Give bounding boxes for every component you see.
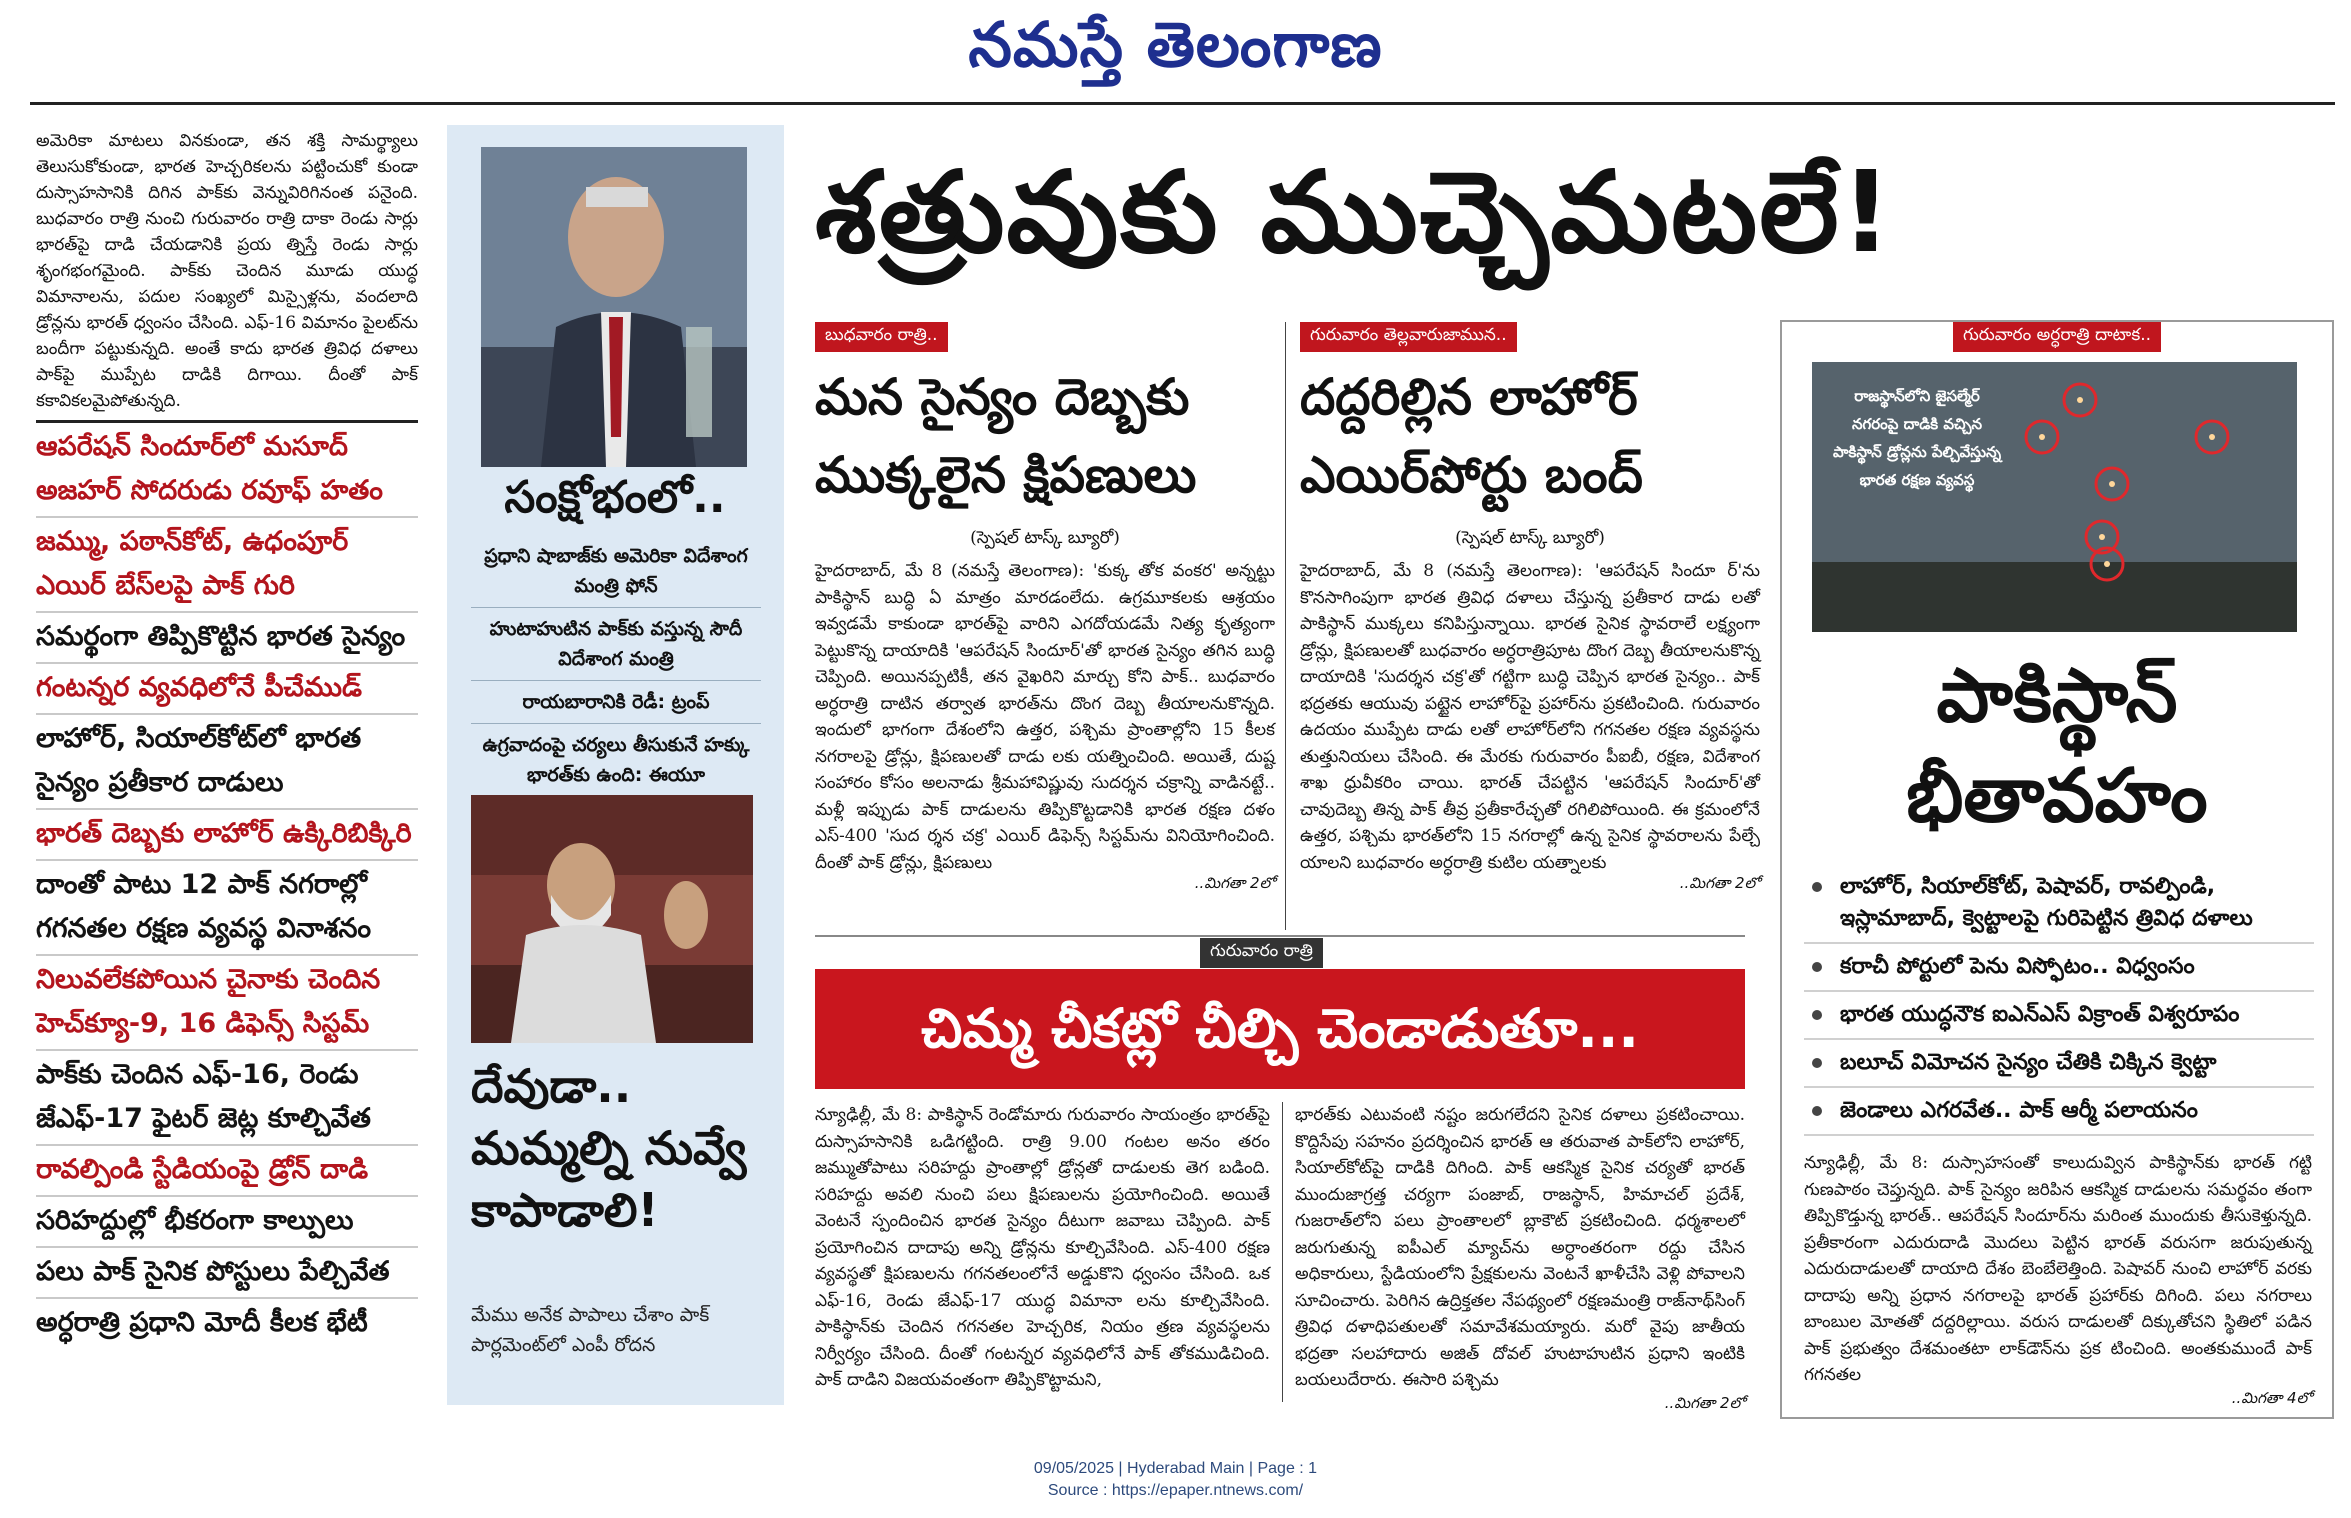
footer	[0, 1458, 2351, 1502]
sidebar-lines	[471, 535, 761, 796]
story-4-headline-1: పాకిస్థాన్	[1936, 653, 2178, 739]
story-4-bullet: కరాచీ పోర్టులో పెను విస్ఫోటం.. విధ్వంసం	[1804, 944, 2314, 992]
story-3-headline: చిమ్మ చీకట్లో చీల్చి చెండాడుతూ...	[815, 969, 1745, 1089]
sharif-photo-illustration	[481, 147, 747, 467]
left-item: సమర్థంగా తిప్పికొట్టిన భారత సైన్యం	[36, 613, 418, 664]
column-divider	[1282, 1102, 1283, 1402]
left-column	[36, 128, 418, 1348]
story-4-body-wrap	[1804, 1150, 2312, 1411]
footer-dateline: 09/05/2025 | Hyderabad Main | Page : 1	[1033, 1460, 1318, 1477]
story-4-continued: ..మిగతా 4లో	[2231, 1388, 2312, 1407]
story-3-col-2	[1295, 1102, 1745, 1416]
story-2-continued: ..మిగతా 2లో	[1679, 874, 1760, 892]
left-item: దాంతో పాటు 12 పాక్ నగరాల్లో గగనతల రక్షణ వ్యవస్థ వినాశనం	[36, 861, 418, 956]
story-2-byline: (స్పెషల్ టాస్క్ బ్యూరో)	[1455, 528, 1605, 548]
drone-photo-caption: రాజస్థాన్‌లోని జైసల్మేర్ నగరంపై దాడికి వచ్చిన పాకిస్థాన్ డ్రోన్లను పేల్చివేస్తున్న భారత రక్షణ వ్యవస్థ	[1832, 387, 2002, 489]
story-1	[815, 322, 1275, 896]
column-divider	[1285, 322, 1286, 930]
story-3-rule	[815, 935, 1745, 937]
story-4-headline-2: భీతావహం	[1906, 753, 2208, 839]
drone-photo	[1812, 362, 2297, 632]
masthead-rule	[30, 102, 2335, 105]
sidebar-title: సంక్షోభంలో..	[504, 472, 726, 523]
left-item: పలు పాక్ సైనిక పోస్టులు పేల్చివేత	[36, 1248, 418, 1299]
sidebar-line: హుటాహుటిన పాక్‌కు వస్తున్న సౌదీ విదేశాంగ మంత్రి	[471, 608, 761, 681]
main-headline: శత్రువుకు ముచ్చెమటలే!	[815, 148, 1894, 278]
story-2-body: హైదరాబాద్, మే 8 (నమస్తే తెలంగాణ): 'ఆపరేషన్ సిందూ ర్'ను కొనసాగింపుగా భారత త్రివిధ దళాలు చేస్తున్న ప్రతీకార దాడు లతో పాకిస్థాన్ ముక్కలు కనిపిస్తున్నాయి. భారత సైనిక స్థావరాలే లక్ష్యంగా డ్రోన్లు, క్షిపణులతో బుధవారం అర్ధరాత్రిపూట దొంగ దెబ్బ తీయాలనుకొన్న దాయాదికి 'సుదర్శన చక్ర'తో గట్టిగా బుద్ధి చెప్పిన భారత సైన్యం.. పాక్ భద్రతకు ఆయువు పట్టైన లాహోర్‌పై ప్రహార్‌ను ప్రకటించింది. గురువారం ఉదయం ముప్పేట దాడు లతో లాహోర్‌లోని గగనతల రక్షణ వ్యవస్థను తుత్తునియలు చేసింది. ఈ మేరకు గురువారం పీఐబీ, రక్షణ, విదేశాంగ శాఖ ధ్రువీకరిం చాయి. భారత్ చేపట్టిన 'ఆపరేషన్ సిందూర్'తో చావుదెబ్బ తిన్న పాక్ తీవ్ర ప్రతీకారేచ్ఛతో రగిలిపోయింది. ఈ క్రమంలోనే ఉత్తర, పశ్చిమ భారత్‌లోని 15 నగరాల్లో ఉన్న సైనిక స్థావరాలను పేల్చే యాలని బుధవారం అర్ధరాత్రి కుటిల యత్నాలకు	[1300, 561, 1760, 873]
left-highlights	[36, 423, 418, 1348]
story-3-body-1: న్యూఢిల్లీ, మే 8: పాకిస్థాన్ రెండోమారు గురువారం సాయంత్రం భారత్‌పై దుస్సాహసానికి ఒడిగట్టింది. రాత్రి 9.00 గంటల అనం తరం జమ్ముతోపాటు సరిహద్దు ప్రాంతాల్లో డ్రోన్లతో దాడులకు తెగ బడింది. సరిహద్దు అవలి నుంచి పలు క్షిపణులను ప్రయోగించింది. అయితే వెంటనే స్పందించిన భారత సైన్యం దీటుగా జవాబు చెప్పింది. పాక్ ప్రయోగించిన దాదాపు అన్ని డ్రోన్లను కూల్చివేసింది. ఎస్‌-400 రక్షణ వ్యవస్థతో క్షిపణులను గగనతలంలోనే అడ్డుకొని ధ్వంసం చేసింది. ఒక ఎఫ్‌-16, రెండు జేఎఫ్‌-17 యుద్ధ విమానా లను కూల్చివేసింది. పాకిస్థాన్‌కు చెందిన గగనతల హెచ్చరిక, నియం త్రణ వ్యవస్థలను నిర్వీర్యం చేసింది. దీంతో గంటన్నర వ్యవధిలోనే పాక్ తోకముడిచింది. పాక్ దాడిని విజయవంతంగా తిప్పికొట్టామని,	[815, 1105, 1270, 1390]
left-item: నిలువలేకపోయిన చైనాకు చెందిన హెచ్‌క్యూ-9, 16 డిఫెన్స్ సిస్టమ్	[36, 956, 418, 1051]
story-3-tag-wrap	[1200, 938, 1323, 968]
footer-source-link[interactable]: Source : https://epaper.ntnews.com/	[1047, 1482, 1304, 1499]
left-item: ఆపరేషన్ సిందూర్‌లో మసూద్ అజహర్ సోదరుడు రవూఫ్ హతం	[36, 423, 418, 518]
sidebar-line: ఉగ్రవాదంపై చర్యలు తీసుకునే హక్కు భారత్‌కు ఉంది: ఈయూ	[482, 734, 750, 786]
left-item: రావల్పిండి స్టేడియంపై డ్రోన్ దాడి	[36, 1146, 418, 1197]
story-3-continued: ..మిగతా 2లో	[1664, 1393, 1745, 1412]
left-item: అర్ధరాత్రి ప్రధాని మోదీ కీలక భేటీ	[36, 1307, 368, 1338]
story-4-bullet: బలూచ్ విమోచన సైన్యం చేతికి చిక్కిన క్వెట్టా	[1804, 1040, 2314, 1088]
story-3-tag: గురువారం రాత్రి	[1200, 938, 1323, 968]
sharif-photo	[481, 147, 747, 467]
sidebar-line: ప్రధాని షాబాజ్‌కు అమెరికా విదేశాంగ మంత్రి ఫోన్	[471, 535, 761, 608]
sidebar-box	[447, 125, 784, 1405]
left-intro: అమెరికా మాటలు వినకుండా, తన శక్తి సామర్థ్యాలు తెలుసుకోకుండా, భారత హెచ్చరికలను పట్టించుకో కుండా దుస్సాహసానికి దిగిన పాక్‌కు వెన్నువిరిగినంత పనైంది. బుధవారం రాత్రి నుంచి గురువారం రాత్రి దాకా రెండు సార్లు భారత్‌పై దాడి చేయడానికి ప్రయ త్నిస్తే రెండు సార్లు శృంగభంగమైంది. పాక్‌కు చెందిన మూడు యుద్ధ విమానాలను, పదుల సంఖ్యలో మిస్సైళ్లను, వందలాది డ్రోన్లను భారత్ ధ్వంసం చేసింది. ఎఫ్‌-16 విమానం పైలట్‌ను బందీగా పట్టుకున్నది. అంతే కాదు భారత త్రివిధ దళాలు పాక్‌పై ముప్పేట దాడికి దిగాయి. దీంతో పాక్ కకావికలమైపోతున్నది.	[36, 131, 418, 411]
left-item: లాహోర్, సియాల్‌కోట్‌లో భారత సైన్యం ప్రతీకార దాడులు	[36, 715, 418, 810]
story-2-headline: దద్దరిల్లిన లాహోర్ ఎయిర్‌పోర్టు బంద్	[1300, 368, 1643, 504]
story-4-body: న్యూఢిల్లీ, మే 8: దుస్సాహసంతో కాలుదువ్విన పాకిస్థాన్‌కు భారత్ గట్టి గుణపాఠం చెప్తున్నది. పాక్ సైన్యం జరిపిన ఆకస్మిక దాడులను సమర్థవం తంగా తిప్పికొడ్తున్న భారత్.. ఆపరేషన్ సిందూర్‌ను మరింత ముందుకు తీసుకెళ్తున్నది. ప్రతీకారంగా ఎదురుదాడి మొదలు పెట్టిన భారత్ వరుసగా జరుపుతున్న ఎదురుదాడులతో దాయాది దేశం బెంబేలెత్తింది. పెషావర్ నుంచి లాహోర్ వరకు దాదాపు అన్ని ప్రధాన నగరాలపై భారత్ ప్రహార్‌కు దిగింది. పలు నగరాలు బాంబుల మోతతో దద్దరిల్లాయి. వరుస దాడులతో దిక్కుతోచని స్థితిలో పడిన పాక్ ప్రభుత్వం దేశమంతటా లాక్‌డౌన్‌ను ప్రక టించింది. అంతకుముందే పాక్ గగనతల	[1804, 1153, 2312, 1385]
story-2	[1300, 322, 1760, 896]
story-4-bullets	[1804, 864, 2314, 1136]
story-4-bullet: భారత యుద్ధనౌక ఐఎన్‌ఎస్ విక్రాంత్ విశ్వరూపం	[1804, 992, 2314, 1040]
story-2-tag: గురువారం తెల్లవారుజామున..	[1300, 322, 1517, 352]
masthead-logo: నమస్తే తెలంగాణ	[968, 8, 1383, 81]
sidebar-line: రాయబారానికి రెడీ: ట్రంప్	[471, 681, 761, 724]
story-4-box	[1780, 320, 2334, 1419]
left-item: భారత్ దెబ్బకు లాహోర్ ఉక్కిరిబిక్కిరి	[36, 810, 418, 861]
left-item: సరిహద్దుల్లో భీకరంగా కాల్పులు	[36, 1197, 418, 1248]
story-4-bullet: లాహోర్, సియాల్‌కోట్, పెషావర్, రావల్పిండి, ఇస్లామాబాద్, క్వెట్టాలపై గురిపెట్టిన త్రివిధ దళాలు	[1804, 864, 2314, 944]
story-1-continued: ..మిగతా 2లో	[1194, 874, 1275, 892]
story-1-headline: మన సైన్యం దెబ్బకు ముక్కలైన క్షిపణులు	[815, 368, 1197, 504]
story-3-body-2: భారత్‌కు ఎటువంటి నష్టం జరుగలేదని సైనిక దళాలు ప్రకటించాయి. కొద్దిసేపు సహనం ప్రదర్శించిన భారత్ ఆ తరువాత పాక్‌లోని లాహోర్, సియాల్‌కోట్‌పై దాడికి దిగింది. పాక్ ఆకస్మిక సైనిక చర్యతో భారత్ ముందుజాగ్రత్త చర్యగా పంజాబ్, రాజస్థాన్, హిమాచల్ ప్రదేశ్, గుజరాత్‌లోని పలు ప్రాంతాలలో బ్లాకౌట్ ప్రకటించింది. ధర్మశాలలో జరుగుతున్న ఐపీఎల్ మ్యాచ్‌ను అర్ధాంతరంగా రద్దు చేసిన అధికారులు, స్టేడియంలోని ప్రేక్షకులను వెంటనే ఖాళీచేసి వెళ్లి పోవాలని సూచించారు. పెరిగిన ఉద్రిక్తతల నేపథ్యంలో రక్షణమంత్రి రాజ్‌నాథ్‌సింగ్ త్రివిధ దళాధిపతులతో సమావేశమయ్యారు. మరో వైపు జాతీయ భద్రతా సలహాదారు అజిత్ దోవల్ హుటాహుటిన ప్రధాని ఇంటికి బయలుదేరారు. ఈసారి పశ్చిమ	[1295, 1105, 1745, 1390]
left-item: గంటన్నర వ్యవధిలోనే పీచేముడ్	[36, 664, 418, 715]
story-4-tag-wrap	[1782, 322, 2332, 352]
mp-photo-illustration	[471, 795, 753, 1043]
story-3-col-1	[815, 1102, 1270, 1394]
story-1-body: హైదరాబాద్, మే 8 (నమస్తే తెలంగాణ): 'కుక్క తోక వంకర' అన్నట్టు పాకిస్థాన్ బుద్ధి ఏ మాత్రం మారడంలేదు. ఉగ్రమూకలకు ఆశ్రయం ఇవ్వడమే కాకుండా భారత్‌పై వారిని ఎగదోయడమే నిత్య కృత్యంగా పెట్టుకొన్న దాయాదికి 'ఆపరేషన్ సిందూర్'తో భారత సైన్యం తగిన బుద్ధి చెప్పింది. అయినప్పటికీ, తన వైఖరిని మార్చు కోని పాక్.. బుధవారం అర్ధరాత్రి దాటిన తర్వాత భారత్‌ను దొంగ దెబ్బ తీయాలనుకొన్నది. ఇందులో భాగంగా దేశంలోని ఉత్తర, పశ్చిమ ప్రాంతాల్లోని 15 కీలక నగరాలపై డ్రోన్లు, క్షిపణులతో దాడు లకు యత్నించింది. అయితే, దుష్ట సంహారం కోసం అలనాడు శ్రీమహావిష్ణువు సుదర్శన చక్రాన్ని వాడినట్టే.. మళ్లీ ఇప్పుడు పాక్ దాడులను తిప్పికొట్టడానికి భారత రక్షణ దళం ఎస్‌-400 'సుద ర్శన చక్ర' ఎయిర్ డిఫెన్స్ సిస్టమ్‌ను వినియోగించింది. దీంతో పాక్ డ్రోన్లు, క్షిపణులు	[815, 561, 1275, 873]
story-4-bullet: జెండాలు ఎగరవేత.. పాక్ ఆర్మీ పలాయనం	[1804, 1088, 2314, 1136]
left-item: జమ్ము, పఠాన్‌కోట్, ఉధంపూర్ ఎయిర్ బేస్‌లపై పాక్ గురి	[36, 518, 418, 613]
mp-photo	[471, 795, 753, 1043]
story-1-byline: (స్పెషల్ టాస్క్ బ్యూరో)	[970, 528, 1120, 548]
sidebar-caption: మేము అనేక పాపాలు చేశాం పాక్ పార్లమెంట్‌లో ఎంపీ రోదన	[471, 1304, 710, 1356]
story-4-tag: గురువారం అర్ధరాత్రి దాటాక..	[1953, 322, 2161, 352]
sidebar-quote: దేవుడా.. మమ్మల్ని నువ్వే కాపాడాలి!	[471, 1059, 747, 1237]
left-item: పాక్‌కు చెందిన ఎఫ్‌-16, రెండు జేఎఫ్‌-17 ఫైటర్ జెట్ల కూల్చివేత	[36, 1051, 418, 1146]
story-1-tag: బుధవారం రాత్రి..	[815, 322, 948, 352]
